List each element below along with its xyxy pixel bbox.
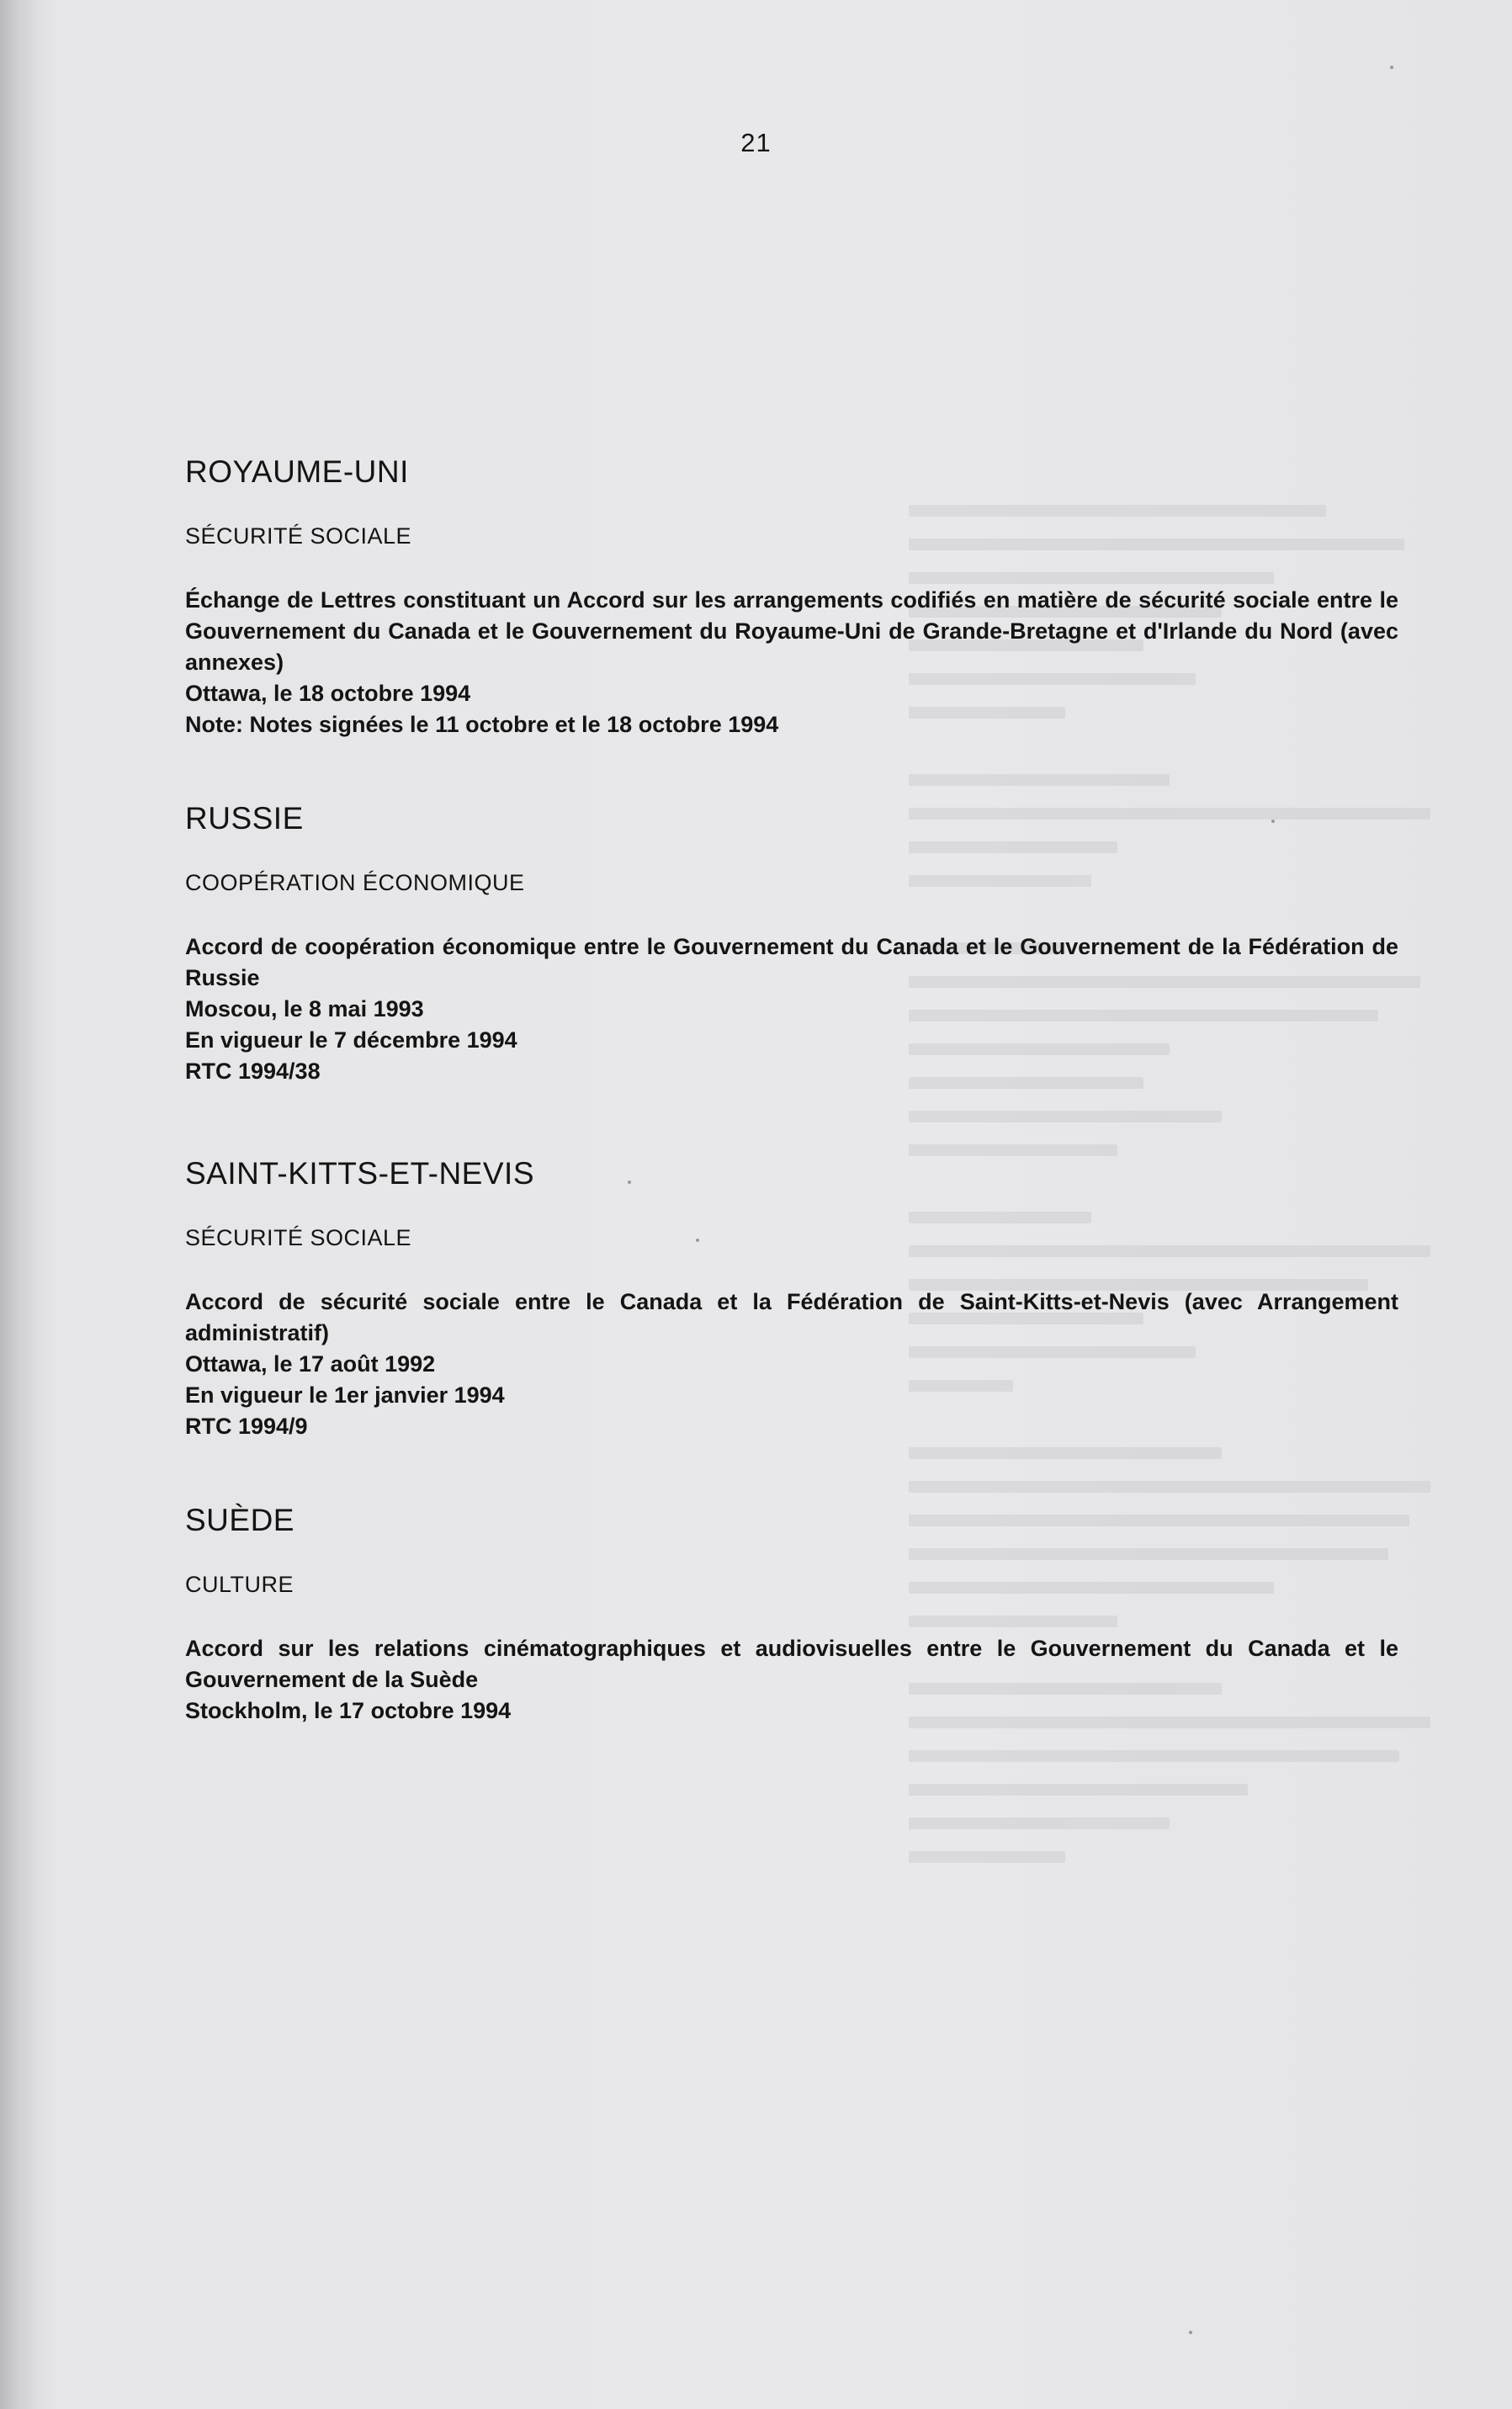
dust-speck [628,1181,631,1184]
treaty-entry [185,1633,1398,1727]
section-royaume-uni [185,454,1398,740]
dust-speck [1189,2331,1192,2334]
page-spine-shadow [0,0,39,2409]
section-saint-kitts-et-nevis [185,1156,1398,1442]
treaty-rtc: RTC 1994/38 [185,1059,321,1084]
treaty-entry [185,585,1398,740]
topic-heading: CULTURE [185,1572,294,1597]
treaty-list [185,454,1398,1727]
section-russie [185,801,1398,1087]
topic-heading: COOPÉRATION ÉCONOMIQUE [185,870,525,895]
treaty-title: Accord de coopération économique entre le Gouvernement du Canada et le Gouvernement de la Fédération de Russie [185,934,1398,990]
treaty-entry [185,931,1398,1087]
topic-heading: SÉCURITÉ SOCIALE [185,1225,412,1250]
treaty-in-force: En vigueur le 7 décembre 1994 [185,1027,517,1053]
section-suede [185,1503,1398,1727]
dust-speck [1271,820,1275,823]
treaty-in-force: En vigueur le 1er janvier 1994 [185,1382,505,1408]
country-heading: RUSSIE [185,801,304,836]
treaty-title: Accord sur les relations cinématographiques et audiovisuelles entre le Gouvernement du Canada et le Gouvernement de la Suède [185,1636,1398,1692]
dust-speck [1390,66,1393,69]
treaty-place-date: Moscou, le 8 mai 1993 [185,996,424,1021]
treaty-note: Note: Notes signées le 11 octobre et le 18 octobre 1994 [185,712,779,737]
treaty-place-date: Ottawa, le 17 août 1992 [185,1351,436,1377]
treaty-entry [185,1287,1398,1442]
treaty-rtc: RTC 1994/9 [185,1414,308,1439]
country-heading: ROYAUME-UNI [185,454,409,489]
topic-heading: SÉCURITÉ SOCIALE [185,523,412,549]
page-number: 21 [740,128,772,157]
treaty-title: Échange de Lettres constituant un Accord sur les arrangements codifiés en matière de sécurité sociale entre le Gouvernement du Canada et le Gouvernement du Royaume-Uni de Grande-Bretagne et d'Irlande du Nord (avec annexes) [185,587,1398,675]
country-heading: SUÈDE [185,1503,294,1537]
country-heading: SAINT-KITTS-ET-NEVIS [185,1156,534,1191]
dust-speck [696,1239,699,1242]
treaty-title: Accord de sécurité sociale entre le Canada et la Fédération de Saint-Kitts-et-Nevis (avec Arrangement administratif) [185,1289,1398,1345]
treaty-place-date: Stockholm, le 17 octobre 1994 [185,1698,512,1723]
treaty-place-date: Ottawa, le 18 octobre 1994 [185,681,471,706]
